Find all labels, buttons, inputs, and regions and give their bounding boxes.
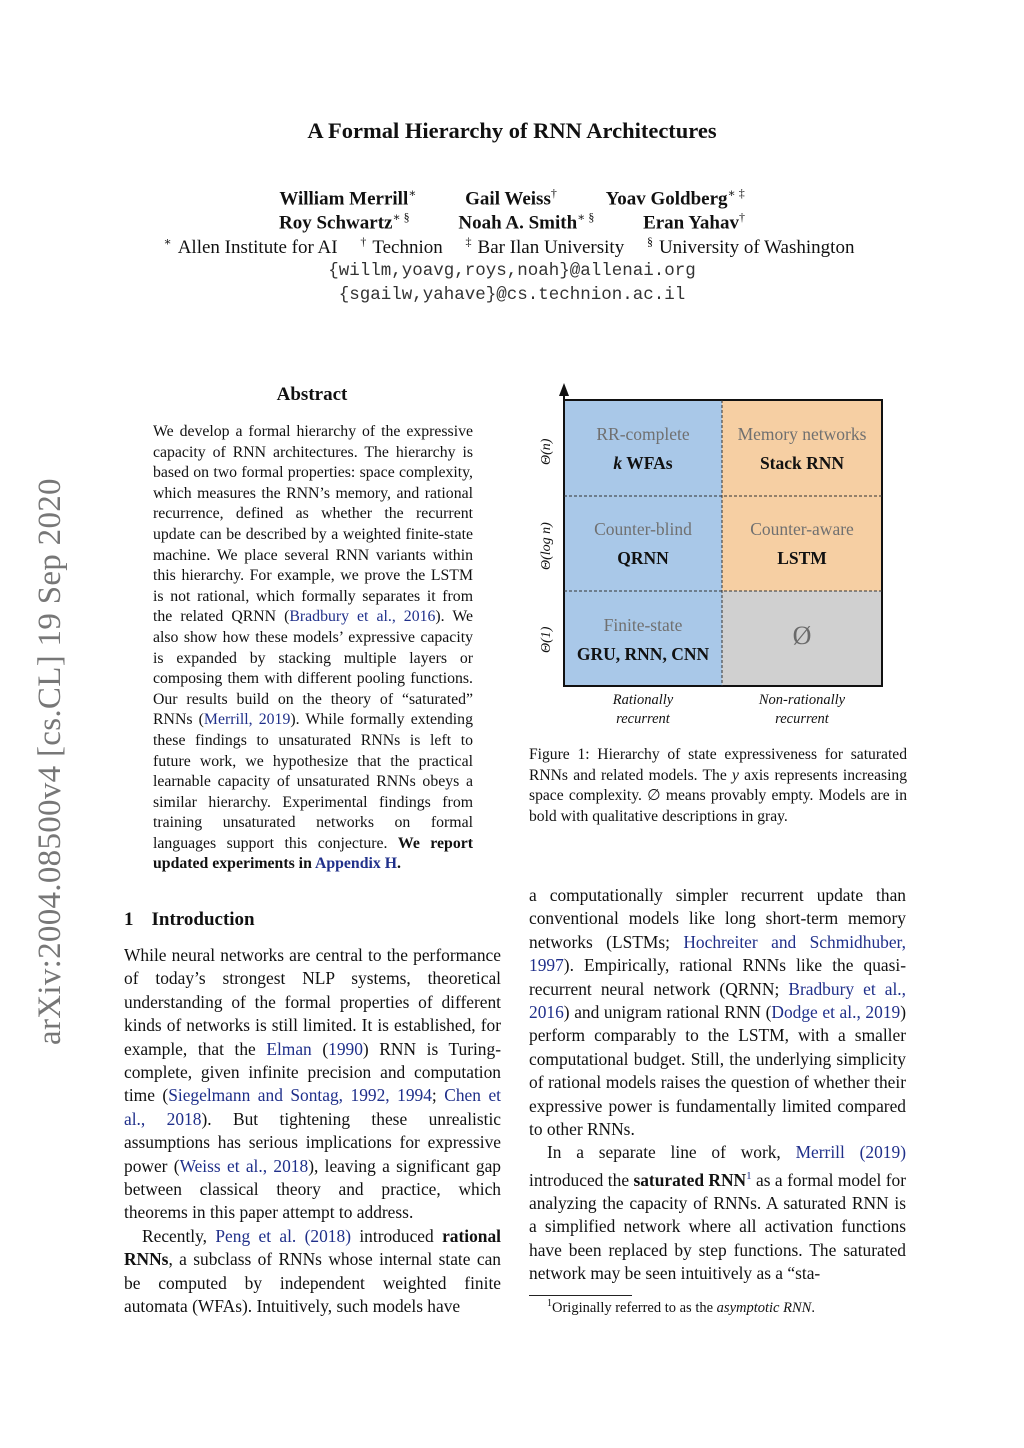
author: Yoav Goldberg∗ ‡ bbox=[605, 186, 745, 210]
citation-link[interactable]: Merrill, 2019 bbox=[203, 711, 291, 729]
x-label: Non-rationally recurrent bbox=[758, 692, 846, 727]
figure-caption: Figure 1: Hierarchy of state expressiveness for saturated RNNs and related models. The y axis represents increasing space complexity. ∅ means provably empty. Models are in bold with qualitative descriptions in gray. bbox=[529, 746, 908, 825]
author-row-2 bbox=[0, 210, 1024, 234]
footnote: $^1$Originally referred to as the asymptotic RNN. bbox=[547, 1298, 815, 1316]
citation-link[interactable]: Weiss et al., 2018 bbox=[179, 1155, 309, 1176]
affiliations bbox=[0, 235, 1024, 259]
x-label: Rationally recurrent bbox=[612, 692, 674, 727]
right-column-body bbox=[529, 884, 906, 1286]
citation-link[interactable]: Peng et al. (2018) bbox=[215, 1225, 351, 1246]
cell-counter-aware: Counter-aware LSTM bbox=[722, 496, 882, 591]
affiliation: § University of Washington bbox=[646, 235, 855, 259]
arxiv-stamp: arXiv:2004.08500v4 [cs.CL] 19 Sep 2020 bbox=[32, 478, 68, 1045]
author: William Merrill∗ bbox=[279, 186, 417, 210]
y-label: Θ(n) bbox=[539, 438, 554, 465]
figure-hierarchy bbox=[536, 383, 908, 728]
author: Roy Schwartz∗ § bbox=[279, 210, 410, 234]
email-line[interactable]: {sgailw,yahave}@cs.technion.ac.il bbox=[338, 285, 686, 305]
author: Eran Yahav† bbox=[643, 210, 745, 234]
paragraph: a computationally simpler recurrent update than conventional models like long short-term memory networks (LSTMs; Hochreiter and Schmidhuber, 1997). Empirically, rational RNNs like the quasi-recurrent neural network (QRNN; Bradbury et al., 2016) and unigram rational RNN (Dodge et al., 2019) perform comparably to the LSTM, with a smaller computational budget. Still, the underlying simplicity of rational models raises the question of whether their expressive power is fundamentally limited compared to other RNNs. bbox=[529, 885, 907, 1140]
citation-link[interactable]: Bradbury et al., 2016 bbox=[529, 978, 906, 1023]
citation-link[interactable]: Elman bbox=[266, 1038, 312, 1059]
citation-link[interactable]: Hochreiter and Schmidhuber, 1997 bbox=[529, 931, 906, 976]
y-axis-arrow bbox=[559, 383, 569, 396]
author: Noah A. Smith∗ § bbox=[458, 210, 595, 234]
cell-counter-blind: Counter-blind QRNN bbox=[564, 496, 722, 591]
empty-set-symbol: Ø bbox=[792, 621, 812, 650]
citation-link[interactable]: Bradbury et al., 2016 bbox=[289, 608, 436, 626]
abstract-heading: Abstract bbox=[276, 384, 348, 405]
footnote-marker[interactable]: 1 bbox=[746, 1169, 752, 1182]
citation-link[interactable]: 1990 bbox=[328, 1038, 363, 1059]
paragraph: In a separate line of work, Merrill (2019) introduced the saturated RNN$^1$ as a formal model for analyzing the capacity of RNNs. A saturated RNN is a simplified network where all activation functions have been replaced by step functions. The saturated network may be seen intuitively as a “sta- bbox=[529, 1142, 907, 1284]
paragraph: Recently, Peng et al. (2018) introduced rational RNNs, a subclass of RNNs whose internal state can be computed by independent weighted finite automata (WFAs). Intuitively, such models have bbox=[124, 1225, 501, 1317]
cell-empty-set bbox=[722, 591, 882, 686]
author-row-1 bbox=[0, 186, 1024, 210]
cell-rr-complete: RR-complete k WFAs bbox=[564, 400, 722, 496]
section-heading: 1 Introduction bbox=[124, 909, 255, 930]
left-column-body bbox=[124, 944, 501, 1319]
email-line[interactable]: {willm,yoavg,roys,noah}@allenai.org bbox=[328, 261, 696, 281]
citation-link[interactable]: Dodge et al., 2019 bbox=[771, 1002, 901, 1023]
affiliation: † Technion bbox=[360, 235, 443, 259]
affiliation: ‡ Bar Ilan University bbox=[465, 235, 625, 259]
citation-link[interactable]: Merrill (2019) bbox=[795, 1142, 906, 1163]
affiliation: ∗ Allen Institute for AI bbox=[163, 235, 338, 259]
y-label: Θ(log n) bbox=[539, 522, 554, 570]
citation-link[interactable]: Chen et al., 2018 bbox=[124, 1085, 501, 1129]
y-label: Θ(1) bbox=[539, 626, 554, 653]
author: Gail Weiss† bbox=[465, 186, 557, 210]
appendix-link[interactable]: Appendix H bbox=[314, 855, 398, 873]
paper-title: A Formal Hierarchy of RNN Architectures bbox=[307, 118, 717, 143]
abstract-text: We develop a formal hierarchy of the expressive capacity of RNN architectures. The hierarchy is based on two formal properties: space complexity, which measures the RNN’s memory, and rational recurrence, defined as whether the recurrent update can be described by a weighted finite-state machine. We place several RNN variants within this hierarchy. For example, we prove the LSTM is not rational, which formally separates it from the related QRNN (Bradbury et al., 2016). We also show how these models’ expressive capacity is expanded by stacking multiple layers or composing them with different pooling functions. Our results build on the theory of “saturated” RNNs (Merrill, 2019). While formally extending these findings to unsaturated RNNs is left to future work, we hypothesize that the practical learnable capacity of unsaturated RNNs obeys a similar hierarchy. Experimental findings from training unsaturated networks on formal languages support this conjecture. We report updated experiments in Appendix H. bbox=[153, 423, 473, 873]
cell-memory-networks: Memory networks Stack RNN bbox=[722, 400, 882, 496]
paragraph: While neural networks are central to the performance of today’s strongest NLP systems, theoretical understanding of the formal properties of different kinds of networks is still limited. It is established, for example, that the Elman (1990) RNN is Turing-complete, given infinite precision and computation time (Siegelmann and Sontag, 1992, 1994; Chen et al., 2018). But tightening these unrealistic assumptions has serious implications for expressive power (Weiss et al., 2018), leaving a significant gap between classical theory and practice, which theorems in this paper attempt to address. bbox=[124, 945, 502, 1223]
footnote-rule bbox=[529, 1295, 632, 1296]
citation-link[interactable]: Siegelmann and Sontag, 1992, 1994 bbox=[168, 1085, 432, 1106]
cell-finite-state: Finite-state GRU, RNN, CNN bbox=[564, 591, 722, 686]
